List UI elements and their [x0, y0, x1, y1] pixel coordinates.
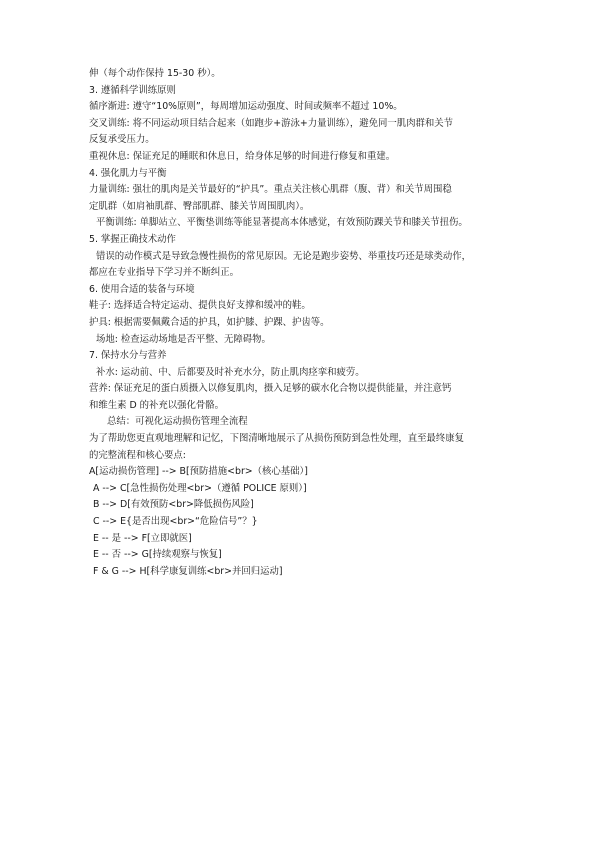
flowchart-code-line: E -- 否 --> G[持续观察与恢复]: [93, 549, 222, 561]
text-line: 平衡训练: 单脚站立、平衡垫训练等能显著提高本体感觉，有效预防踝关节和膝关节扭伤。: [96, 217, 468, 229]
text-line: 为了帮助您更直观地理解和记忆，下图清晰地展示了从损伤预防到急性处理，直至最终康复: [89, 433, 465, 445]
text-line: 补水: 运动前、中、后都要及时补充水分，防止肌肉痉挛和疲劳。: [96, 366, 365, 378]
text-line: 鞋子: 选择适合特定运动、提供良好支撑和缓冲的鞋。: [89, 300, 311, 312]
section-heading: 3. 遵循科学训练原则: [89, 84, 176, 96]
text-line: 错误的动作模式是导致急慢性损伤的常见原因。无论是跑步姿势、举重技巧还是球类动作，: [96, 250, 472, 262]
text-line: 反复承受压力。: [89, 134, 155, 146]
section-heading: 4. 强化肌力与平衡: [89, 167, 167, 179]
text-line: 重视休息: 保证充足的睡眠和休息日，给身体足够的时间进行修复和重建。: [89, 150, 396, 162]
flowchart-code-line: E -- 是 --> F[立即就医]: [93, 532, 192, 544]
flowchart-code-line: F & G --> H[科学康复训练<br>并回归运动]: [93, 565, 283, 577]
section-heading: 5. 掌握正确技术动作: [89, 233, 176, 245]
text-line: 都应在专业指导下学习并不断纠正。: [89, 267, 240, 279]
text-line: 力量训练: 强壮的肌肉是关节最好的“护具”。重点关注核心肌群（腹、背）和关节周围稳: [89, 184, 452, 196]
text-line: 伸（每个动作保持 15-30 秒）。: [89, 68, 221, 79]
text-line: 和维生素 D 的补充以强化骨骼。: [89, 399, 225, 411]
text-line: 的完整流程和核心要点:: [89, 449, 186, 461]
text-line: 营养: 保证充足的蛋白质摄入以修复肌肉，摄入足够的碳水化合物以提供能量，并注意钙: [89, 383, 452, 395]
section-heading: 7. 保持水分与营养: [89, 350, 167, 362]
summary-heading: 总结：可视化运动损伤管理全流程: [107, 416, 248, 428]
text-line: 护具: 根据需要佩戴合适的护具，如护膝、护踝、护齿等。: [89, 316, 330, 328]
document-body: [89, 66, 519, 580]
flowchart-code-line: C --> E{是否出现<br>“危险信号”？}: [93, 516, 258, 528]
text-line: 场地: 检查运动场地是否平整、无障碍物。: [96, 333, 271, 345]
text-line: 定肌群（如肩袖肌群、臀部肌群、膝关节周围肌肉）。: [89, 200, 310, 212]
section-heading: 6. 使用合适的装备与环境: [89, 283, 195, 295]
flowchart-code-line: B --> D[有效预防<br>降低损伤风险]: [93, 499, 254, 511]
flowchart-code-line: A --> C[急性损伤处理<br>（遵循 POLICE 原则）]: [93, 482, 307, 494]
flowchart-code-line: A[运动损伤管理] --> B[预防措施<br>（核心基础）]: [89, 466, 308, 478]
text-line: 交叉训练: 将不同运动项目结合起来（如跑步+游泳+力量训练），避免同一肌肉群和关节: [89, 117, 454, 129]
text-line: 循序渐进: 遵守“10%原则”，每周增加运动强度、时间或频率不超过 10%。: [89, 101, 403, 113]
